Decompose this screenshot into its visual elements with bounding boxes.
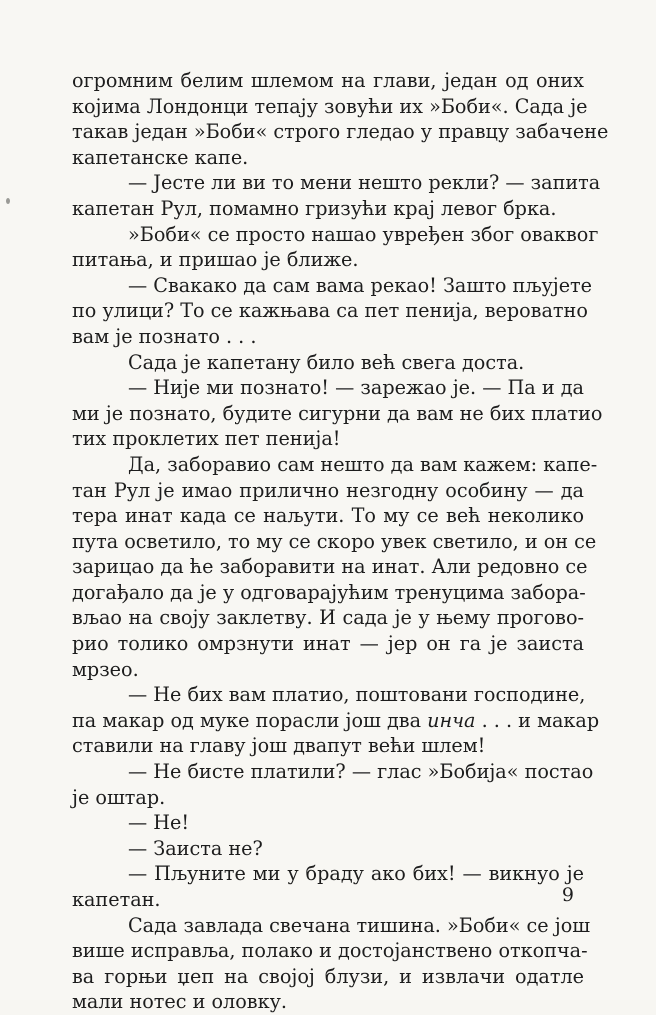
text-line: ставили на главу још двапут већи шлем! — [72, 734, 486, 758]
text-line: такав један »Боби« строго гледао у правцу забачене — [72, 120, 609, 144]
text-line: тан Рул је имао прилично незгодну особину — да — [72, 478, 584, 502]
text-line: — Не! — [128, 811, 190, 835]
text-line: пута осветило, то му се скоро увек светило, и он се — [72, 529, 597, 553]
text-line: вам је познато . . . — [72, 324, 257, 348]
text-line: ми је познато, будите сигурни да вам не бих платио — [72, 401, 603, 425]
text-line: — Не бисте платили? — глас »Бобија« постао — [128, 760, 594, 784]
text-line: је оштар. — [72, 785, 166, 809]
text-line: тера инат када се наљути. То му се већ неколико — [72, 504, 584, 528]
text-line: капетанске капе. — [72, 145, 249, 169]
text-line: Да, заборавио сам нешто да вам кажем: капе- — [128, 452, 598, 476]
text-line: — Не бих вам платио, поштовани господине, — [128, 683, 586, 707]
paper-speck — [6, 198, 10, 204]
text-line: више исправља, полако и достојанствено откопча- — [72, 939, 588, 963]
text-line: Сада завлада свечана тишина. »Боби« се још — [128, 913, 591, 937]
text-line: — Свакако да сам вама рекао! Зашто пљујете — [128, 273, 593, 297]
text-line: вљао на своју заклетву. И сада је у њему прогово- — [72, 606, 584, 630]
text-line: па макар од муке порасли још два инча . . . и макар — [72, 708, 600, 732]
text-line: питања, и пришао је ближе. — [72, 248, 359, 272]
text-line: — Јесте ли ви то мени нешто рекли? — запита — [128, 171, 601, 195]
text-line: по улици? То се кажњава са пет пенија, вероватно — [72, 299, 588, 323]
text-line: мали нотес и оловку. — [72, 990, 287, 1014]
text-line: — Пљуните ми у браду ако бих! — викнуо је — [128, 862, 584, 886]
text-line: мрзео. — [72, 657, 139, 681]
text-line: догађало да је у одговарајућим тренуцима забора- — [72, 580, 586, 604]
text-line: ва горњи џеп на својој блузи, и извлачи одатле — [72, 964, 584, 988]
text-line: — Није ми познато! — зарежао је. — Па и да — [128, 376, 584, 400]
text-line: којима Лондонци тепају зовући их »Боби«. Сада је — [72, 94, 588, 118]
text-line: капетан Рул, помамно гризући крај левог брка. — [72, 196, 557, 220]
text-line: тих проклетих пет пенија! — [72, 427, 341, 451]
text-line: Сада је капетану било већ свега доста. — [128, 350, 525, 374]
text-line: капетан. — [72, 888, 161, 911]
text-line: огромним белим шлемом на глави, један од оних — [72, 69, 584, 92]
text-line: »Боби« се просто нашао увређен због оваквог — [128, 222, 599, 246]
text-line: рио толико омрзнути инат — јер он га је заиста — [72, 632, 584, 656]
body-text — [72, 68, 609, 1015]
text-line: — Заиста не? — [128, 836, 263, 860]
page-number: 9 — [561, 884, 574, 906]
text-line: зарицао да ће заборавити на инат. Али редовно се — [72, 555, 588, 579]
